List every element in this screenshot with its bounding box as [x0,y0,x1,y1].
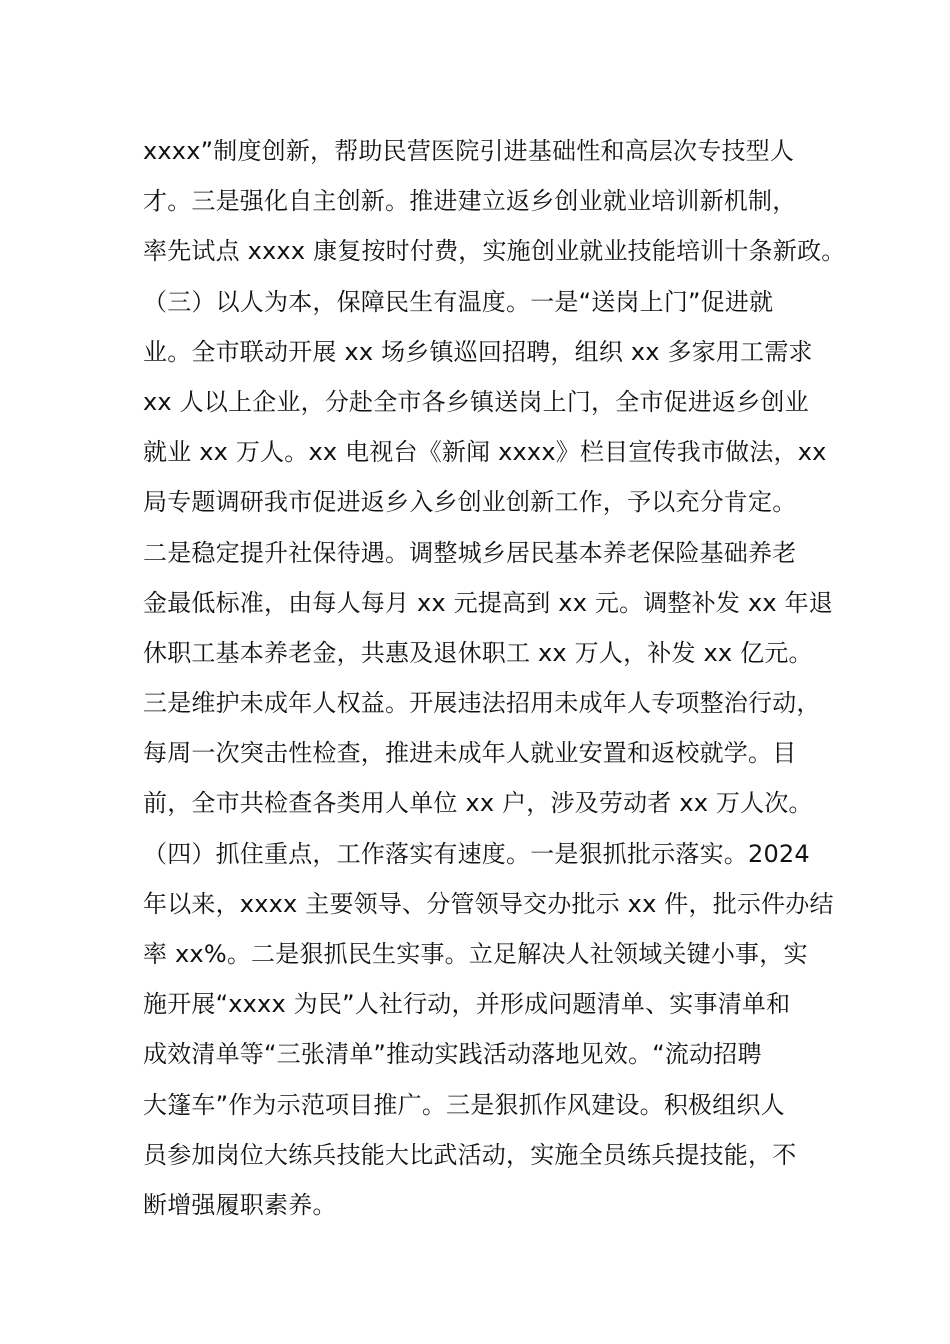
text-line: 成效清单等“三张清单”推动实践活动落地见效。“流动招聘 [143,1040,762,1069]
text-line: xx 人以上企业，分赴全市各乡镇送岗上门，全市促进返乡创业 [143,387,809,416]
text-line: 就业 xx 万人。xx 电视台《新闻 xxxx》栏目宣传我市做法，xx [143,438,827,467]
text-line: 员参加岗位大练兵技能大比武活动，实施全员练兵提技能，不 [143,1140,797,1169]
text-line: 业。全市联动开展 xx 场乡镇巡回招聘，组织 xx 多家用工需求 [143,337,813,366]
text-line: 年以来，xxxx 主要领导、分管领导交办批示 xx 件，批示件办结 [143,889,834,918]
text-line: xxxx”制度创新，帮助民营医院引进基础性和高层次专技型人 [143,137,795,165]
text-line: 三是维护未成年人权益。开展违法招用未成年人专项整治行动， [143,689,821,718]
text-line: 断增强履职素养。 [143,1190,337,1219]
text-line: 大篷车”作为示范项目推广。三是狠抓作风建设。积极组织人 [143,1090,785,1119]
text-line: 金最低标准，由每人每月 xx 元提高到 xx 元。调整补发 xx 年退 [143,588,833,617]
text-line: 率 xx%。二是狠抓民生实事。立足解决人社领域关键小事，实 [143,940,808,968]
document-body [143,126,846,1230]
section-heading-line: （四）抓住重点，工作落实有速度。一是狠抓批示落实。2024 [143,839,810,868]
text-line: 施开展“xxxx 为民”人社行动，并形成问题清单、实事清单和 [143,990,791,1019]
text-line: 休职工基本养老金，共惠及退休职工 xx 万人，补发 xx 亿元。 [143,638,813,667]
text-line: 二是稳定提升社保待遇。调整城乡居民基本养老保险基础养老 [143,538,797,567]
section-heading-line: （三）以人为本，保障民生有温度。一是“送岗上门”促进就 [143,287,774,316]
text-line: 率先试点 xxxx 康复按时付费，实施创业就业技能培训十条新政。 [143,237,846,266]
text-line: 每周一次突击性检查，推进未成年人就业安置和返校就学。目 [143,739,797,768]
text-line: 前，全市共检查各类用人单位 xx 户，涉及劳动者 xx 万人次。 [143,789,813,818]
text-line: 局专题调研我市促进返乡入乡创业创新工作，予以充分肯定。 [143,488,797,517]
text-line: 才。三是强化自主创新。推进建立返乡创业就业培训新机制， [143,187,797,216]
